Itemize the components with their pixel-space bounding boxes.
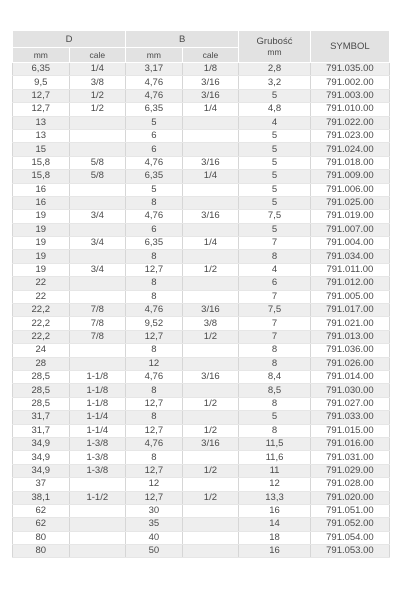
cell-d-cale <box>69 478 126 491</box>
table-row <box>13 237 390 250</box>
cell-d-cale <box>69 518 126 531</box>
cell-grubosc: 8 <box>239 397 311 410</box>
cell-d-cale: 1-3/8 <box>69 451 126 464</box>
cell-b-cale: 1/2 <box>182 491 239 504</box>
cell-d-cale: 3/4 <box>69 210 126 223</box>
cell-d-mm: 19 <box>13 210 70 223</box>
cell-d-cale: 5/8 <box>69 170 126 183</box>
cell-symbol: 791.005.00 <box>310 290 389 303</box>
cell-symbol: 791.025.00 <box>310 196 389 209</box>
table-row <box>13 424 390 437</box>
table-row <box>13 250 390 263</box>
cell-d-mm: 38,1 <box>13 491 70 504</box>
cell-symbol: 791.016.00 <box>310 437 389 450</box>
cell-d-mm: 28,5 <box>13 397 70 410</box>
cell-symbol: 791.011.00 <box>310 263 389 276</box>
cell-b-cale <box>182 384 239 397</box>
header-d-cale: cale <box>69 48 126 63</box>
cell-grubosc: 5 <box>239 143 311 156</box>
spec-table <box>12 30 390 558</box>
cell-d-cale: 7/8 <box>69 317 126 330</box>
cell-symbol: 791.026.00 <box>310 357 389 370</box>
cell-b-mm: 12,7 <box>126 464 183 477</box>
table-row <box>13 183 390 196</box>
header-symbol: SYMBOL <box>310 31 389 63</box>
table-row <box>13 437 390 450</box>
cell-b-cale <box>182 250 239 263</box>
cell-symbol: 791.053.00 <box>310 545 389 558</box>
cell-d-cale: 1-3/8 <box>69 464 126 477</box>
table-row <box>13 518 390 531</box>
cell-d-mm: 37 <box>13 478 70 491</box>
cell-b-cale <box>182 223 239 236</box>
cell-d-mm: 15 <box>13 143 70 156</box>
cell-grubosc: 4,8 <box>239 103 311 116</box>
cell-d-cale <box>69 116 126 129</box>
cell-d-mm: 28,5 <box>13 384 70 397</box>
cell-b-mm: 8 <box>126 411 183 424</box>
cell-grubosc: 3,2 <box>239 76 311 89</box>
cell-grubosc: 8 <box>239 357 311 370</box>
cell-b-cale <box>182 344 239 357</box>
cell-d-cale <box>69 129 126 142</box>
cell-d-cale: 3/4 <box>69 263 126 276</box>
cell-d-mm: 19 <box>13 223 70 236</box>
cell-symbol: 791.015.00 <box>310 424 389 437</box>
cell-d-cale: 1-1/2 <box>69 491 126 504</box>
cell-b-mm: 6 <box>126 143 183 156</box>
spec-table-container <box>12 30 390 558</box>
cell-b-cale: 3/16 <box>182 210 239 223</box>
cell-b-cale: 1/2 <box>182 330 239 343</box>
cell-grubosc: 5 <box>239 170 311 183</box>
cell-grubosc: 5 <box>239 223 311 236</box>
cell-symbol: 791.022.00 <box>310 116 389 129</box>
cell-symbol: 791.023.00 <box>310 129 389 142</box>
cell-grubosc: 6 <box>239 277 311 290</box>
table-row <box>13 304 390 317</box>
cell-d-cale: 1/2 <box>69 103 126 116</box>
cell-b-mm: 12,7 <box>126 330 183 343</box>
table-row <box>13 478 390 491</box>
cell-grubosc: 12 <box>239 478 311 491</box>
cell-grubosc: 14 <box>239 518 311 531</box>
cell-b-cale <box>182 196 239 209</box>
cell-symbol: 791.028.00 <box>310 478 389 491</box>
cell-d-mm: 62 <box>13 518 70 531</box>
cell-b-cale <box>182 116 239 129</box>
table-row <box>13 491 390 504</box>
table-row <box>13 504 390 517</box>
cell-d-mm: 12,7 <box>13 103 70 116</box>
cell-b-mm: 4,76 <box>126 156 183 169</box>
table-row <box>13 357 390 370</box>
cell-b-mm: 4,76 <box>126 437 183 450</box>
cell-d-cale <box>69 277 126 290</box>
cell-d-mm: 22,2 <box>13 304 70 317</box>
cell-b-cale <box>182 545 239 558</box>
cell-b-mm: 4,76 <box>126 304 183 317</box>
cell-d-mm: 22 <box>13 290 70 303</box>
cell-symbol: 791.013.00 <box>310 330 389 343</box>
cell-d-cale: 1-1/8 <box>69 370 126 383</box>
cell-grubosc: 8 <box>239 424 311 437</box>
table-row <box>13 330 390 343</box>
cell-symbol: 791.010.00 <box>310 103 389 116</box>
table-row <box>13 129 390 142</box>
table-row <box>13 170 390 183</box>
cell-symbol: 791.036.00 <box>310 344 389 357</box>
cell-b-mm: 8 <box>126 196 183 209</box>
table-row <box>13 76 390 89</box>
table-row <box>13 464 390 477</box>
cell-d-cale <box>69 531 126 544</box>
table-row <box>13 156 390 169</box>
cell-b-mm: 6 <box>126 223 183 236</box>
cell-b-cale <box>182 451 239 464</box>
cell-b-mm: 50 <box>126 545 183 558</box>
cell-d-cale: 5/8 <box>69 156 126 169</box>
table-row <box>13 210 390 223</box>
cell-symbol: 791.033.00 <box>310 411 389 424</box>
cell-b-mm: 3,17 <box>126 63 183 76</box>
cell-grubosc: 5 <box>239 411 311 424</box>
header-b-cale: cale <box>182 48 239 63</box>
cell-b-cale <box>182 143 239 156</box>
cell-grubosc: 7,5 <box>239 210 311 223</box>
table-row <box>13 196 390 209</box>
header-row-main <box>13 31 390 48</box>
cell-b-cale: 1/4 <box>182 237 239 250</box>
cell-symbol: 791.027.00 <box>310 397 389 410</box>
cell-symbol: 791.030.00 <box>310 384 389 397</box>
cell-grubosc: 5 <box>239 196 311 209</box>
header-d: D <box>13 31 126 48</box>
cell-d-mm: 28 <box>13 357 70 370</box>
cell-b-cale: 3/16 <box>182 437 239 450</box>
header-grubosc-label: Grubość <box>256 36 293 47</box>
header-d-mm: mm <box>13 48 70 63</box>
cell-grubosc: 8 <box>239 250 311 263</box>
cell-d-mm: 19 <box>13 250 70 263</box>
cell-b-cale: 1/2 <box>182 263 239 276</box>
table-row <box>13 116 390 129</box>
cell-d-mm: 80 <box>13 531 70 544</box>
cell-b-mm: 6 <box>126 129 183 142</box>
cell-b-cale <box>182 290 239 303</box>
cell-grubosc: 5 <box>239 129 311 142</box>
cell-grubosc: 8 <box>239 344 311 357</box>
cell-symbol: 791.021.00 <box>310 317 389 330</box>
header-b: B <box>126 31 239 48</box>
cell-b-mm: 5 <box>126 183 183 196</box>
table-row <box>13 317 390 330</box>
cell-d-mm: 13 <box>13 116 70 129</box>
cell-d-cale <box>69 183 126 196</box>
cell-d-mm: 34,9 <box>13 464 70 477</box>
cell-grubosc: 8,4 <box>239 370 311 383</box>
cell-symbol: 791.017.00 <box>310 304 389 317</box>
cell-grubosc: 13,3 <box>239 491 311 504</box>
table-row <box>13 223 390 236</box>
cell-b-cale: 3/16 <box>182 89 239 102</box>
cell-symbol: 791.004.00 <box>310 237 389 250</box>
cell-symbol: 791.002.00 <box>310 76 389 89</box>
cell-b-cale: 1/4 <box>182 103 239 116</box>
cell-symbol: 791.052.00 <box>310 518 389 531</box>
cell-b-cale <box>182 531 239 544</box>
cell-d-cale: 1-3/8 <box>69 437 126 450</box>
cell-grubosc: 18 <box>239 531 311 544</box>
cell-b-mm: 12,7 <box>126 424 183 437</box>
table-row <box>13 89 390 102</box>
cell-b-cale: 1/2 <box>182 397 239 410</box>
cell-d-cale: 1-1/8 <box>69 397 126 410</box>
cell-b-mm: 8 <box>126 451 183 464</box>
cell-symbol: 791.019.00 <box>310 210 389 223</box>
cell-d-cale: 1/2 <box>69 89 126 102</box>
cell-d-cale: 1-1/4 <box>69 411 126 424</box>
cell-b-mm: 6,35 <box>126 170 183 183</box>
table-row <box>13 263 390 276</box>
cell-b-cale <box>182 129 239 142</box>
cell-b-mm: 12,7 <box>126 491 183 504</box>
cell-b-mm: 12 <box>126 478 183 491</box>
cell-b-mm: 8 <box>126 290 183 303</box>
cell-b-mm: 4,76 <box>126 370 183 383</box>
cell-grubosc: 5 <box>239 156 311 169</box>
cell-d-mm: 22,2 <box>13 317 70 330</box>
cell-d-cale <box>69 223 126 236</box>
cell-grubosc: 7 <box>239 317 311 330</box>
cell-b-cale: 1/2 <box>182 464 239 477</box>
cell-d-mm: 19 <box>13 263 70 276</box>
cell-symbol: 791.034.00 <box>310 250 389 263</box>
cell-grubosc: 7 <box>239 290 311 303</box>
cell-b-mm: 6,35 <box>126 237 183 250</box>
cell-d-cale <box>69 196 126 209</box>
cell-symbol: 791.014.00 <box>310 370 389 383</box>
cell-d-cale: 1-1/8 <box>69 384 126 397</box>
cell-b-cale <box>182 277 239 290</box>
cell-symbol: 791.003.00 <box>310 89 389 102</box>
cell-b-mm: 9,52 <box>126 317 183 330</box>
cell-grubosc: 4 <box>239 263 311 276</box>
cell-d-mm: 28,5 <box>13 370 70 383</box>
cell-d-cale <box>69 290 126 303</box>
cell-b-cale: 3/16 <box>182 156 239 169</box>
cell-d-mm: 80 <box>13 545 70 558</box>
cell-grubosc: 7 <box>239 330 311 343</box>
cell-grubosc: 16 <box>239 545 311 558</box>
cell-d-mm: 15,8 <box>13 156 70 169</box>
cell-symbol: 791.020.00 <box>310 491 389 504</box>
table-row <box>13 143 390 156</box>
cell-d-cale <box>69 143 126 156</box>
cell-grubosc: 4 <box>239 116 311 129</box>
cell-d-cale <box>69 344 126 357</box>
cell-b-mm: 8 <box>126 384 183 397</box>
cell-b-mm: 40 <box>126 531 183 544</box>
cell-d-mm: 12,7 <box>13 89 70 102</box>
cell-symbol: 791.024.00 <box>310 143 389 156</box>
table-row <box>13 370 390 383</box>
cell-b-cale <box>182 183 239 196</box>
cell-b-mm: 30 <box>126 504 183 517</box>
table-row <box>13 451 390 464</box>
cell-b-cale <box>182 518 239 531</box>
cell-grubosc: 7 <box>239 237 311 250</box>
cell-symbol: 791.006.00 <box>310 183 389 196</box>
cell-b-cale <box>182 478 239 491</box>
cell-d-mm: 15,8 <box>13 170 70 183</box>
table-row <box>13 411 390 424</box>
cell-d-mm: 31,7 <box>13 411 70 424</box>
cell-grubosc: 11,5 <box>239 437 311 450</box>
cell-b-cale: 3/8 <box>182 317 239 330</box>
cell-grubosc: 5 <box>239 183 311 196</box>
cell-d-mm: 22,2 <box>13 330 70 343</box>
cell-d-mm: 9,5 <box>13 76 70 89</box>
cell-b-mm: 6,35 <box>126 103 183 116</box>
cell-grubosc: 16 <box>239 504 311 517</box>
cell-b-cale <box>182 504 239 517</box>
cell-symbol: 791.029.00 <box>310 464 389 477</box>
table-row <box>13 397 390 410</box>
header-grubosc <box>239 31 311 63</box>
cell-d-cale: 3/8 <box>69 76 126 89</box>
cell-b-mm: 8 <box>126 250 183 263</box>
cell-d-cale <box>69 250 126 263</box>
cell-b-mm: 4,76 <box>126 210 183 223</box>
cell-grubosc: 7,5 <box>239 304 311 317</box>
cell-grubosc: 8,5 <box>239 384 311 397</box>
cell-b-mm: 5 <box>126 116 183 129</box>
spec-table-body <box>13 63 390 558</box>
cell-b-cale <box>182 411 239 424</box>
cell-b-mm: 12,7 <box>126 263 183 276</box>
cell-d-mm: 31,7 <box>13 424 70 437</box>
cell-d-mm: 62 <box>13 504 70 517</box>
header-b-mm: mm <box>126 48 183 63</box>
cell-b-mm: 12,7 <box>126 397 183 410</box>
cell-b-mm: 12 <box>126 357 183 370</box>
cell-symbol: 791.031.00 <box>310 451 389 464</box>
cell-d-mm: 19 <box>13 237 70 250</box>
cell-d-cale: 1/4 <box>69 63 126 76</box>
cell-symbol: 791.035.00 <box>310 63 389 76</box>
cell-d-cale <box>69 504 126 517</box>
cell-d-cale: 3/4 <box>69 237 126 250</box>
cell-grubosc: 5 <box>239 89 311 102</box>
cell-d-mm: 6,35 <box>13 63 70 76</box>
cell-d-mm: 16 <box>13 196 70 209</box>
cell-symbol: 791.018.00 <box>310 156 389 169</box>
cell-b-mm: 35 <box>126 518 183 531</box>
cell-symbol: 791.012.00 <box>310 277 389 290</box>
cell-d-cale <box>69 545 126 558</box>
table-row <box>13 384 390 397</box>
cell-d-mm: 22 <box>13 277 70 290</box>
cell-d-mm: 34,9 <box>13 437 70 450</box>
table-row <box>13 277 390 290</box>
cell-d-cale: 7/8 <box>69 330 126 343</box>
cell-b-mm: 8 <box>126 277 183 290</box>
cell-d-cale: 1-1/4 <box>69 424 126 437</box>
cell-d-mm: 16 <box>13 183 70 196</box>
cell-b-cale: 3/16 <box>182 76 239 89</box>
cell-symbol: 791.007.00 <box>310 223 389 236</box>
cell-symbol: 791.054.00 <box>310 531 389 544</box>
cell-b-cale <box>182 357 239 370</box>
cell-grubosc: 11,6 <box>239 451 311 464</box>
table-row <box>13 344 390 357</box>
table-row <box>13 545 390 558</box>
cell-b-cale: 1/2 <box>182 424 239 437</box>
cell-d-mm: 13 <box>13 129 70 142</box>
cell-b-cale: 3/16 <box>182 370 239 383</box>
cell-b-mm: 4,76 <box>126 89 183 102</box>
cell-grubosc: 11 <box>239 464 311 477</box>
cell-d-cale <box>69 357 126 370</box>
header-grubosc-unit: mm <box>267 47 282 57</box>
cell-b-cale: 3/16 <box>182 304 239 317</box>
cell-grubosc: 2,8 <box>239 63 311 76</box>
cell-d-cale: 7/8 <box>69 304 126 317</box>
cell-symbol: 791.009.00 <box>310 170 389 183</box>
table-row <box>13 63 390 76</box>
cell-b-cale: 1/4 <box>182 170 239 183</box>
cell-symbol: 791.051.00 <box>310 504 389 517</box>
table-row <box>13 290 390 303</box>
cell-b-cale: 1/8 <box>182 63 239 76</box>
table-row <box>13 531 390 544</box>
cell-b-mm: 8 <box>126 344 183 357</box>
cell-d-mm: 34,9 <box>13 451 70 464</box>
cell-b-mm: 4,76 <box>126 76 183 89</box>
cell-d-mm: 24 <box>13 344 70 357</box>
table-row <box>13 103 390 116</box>
